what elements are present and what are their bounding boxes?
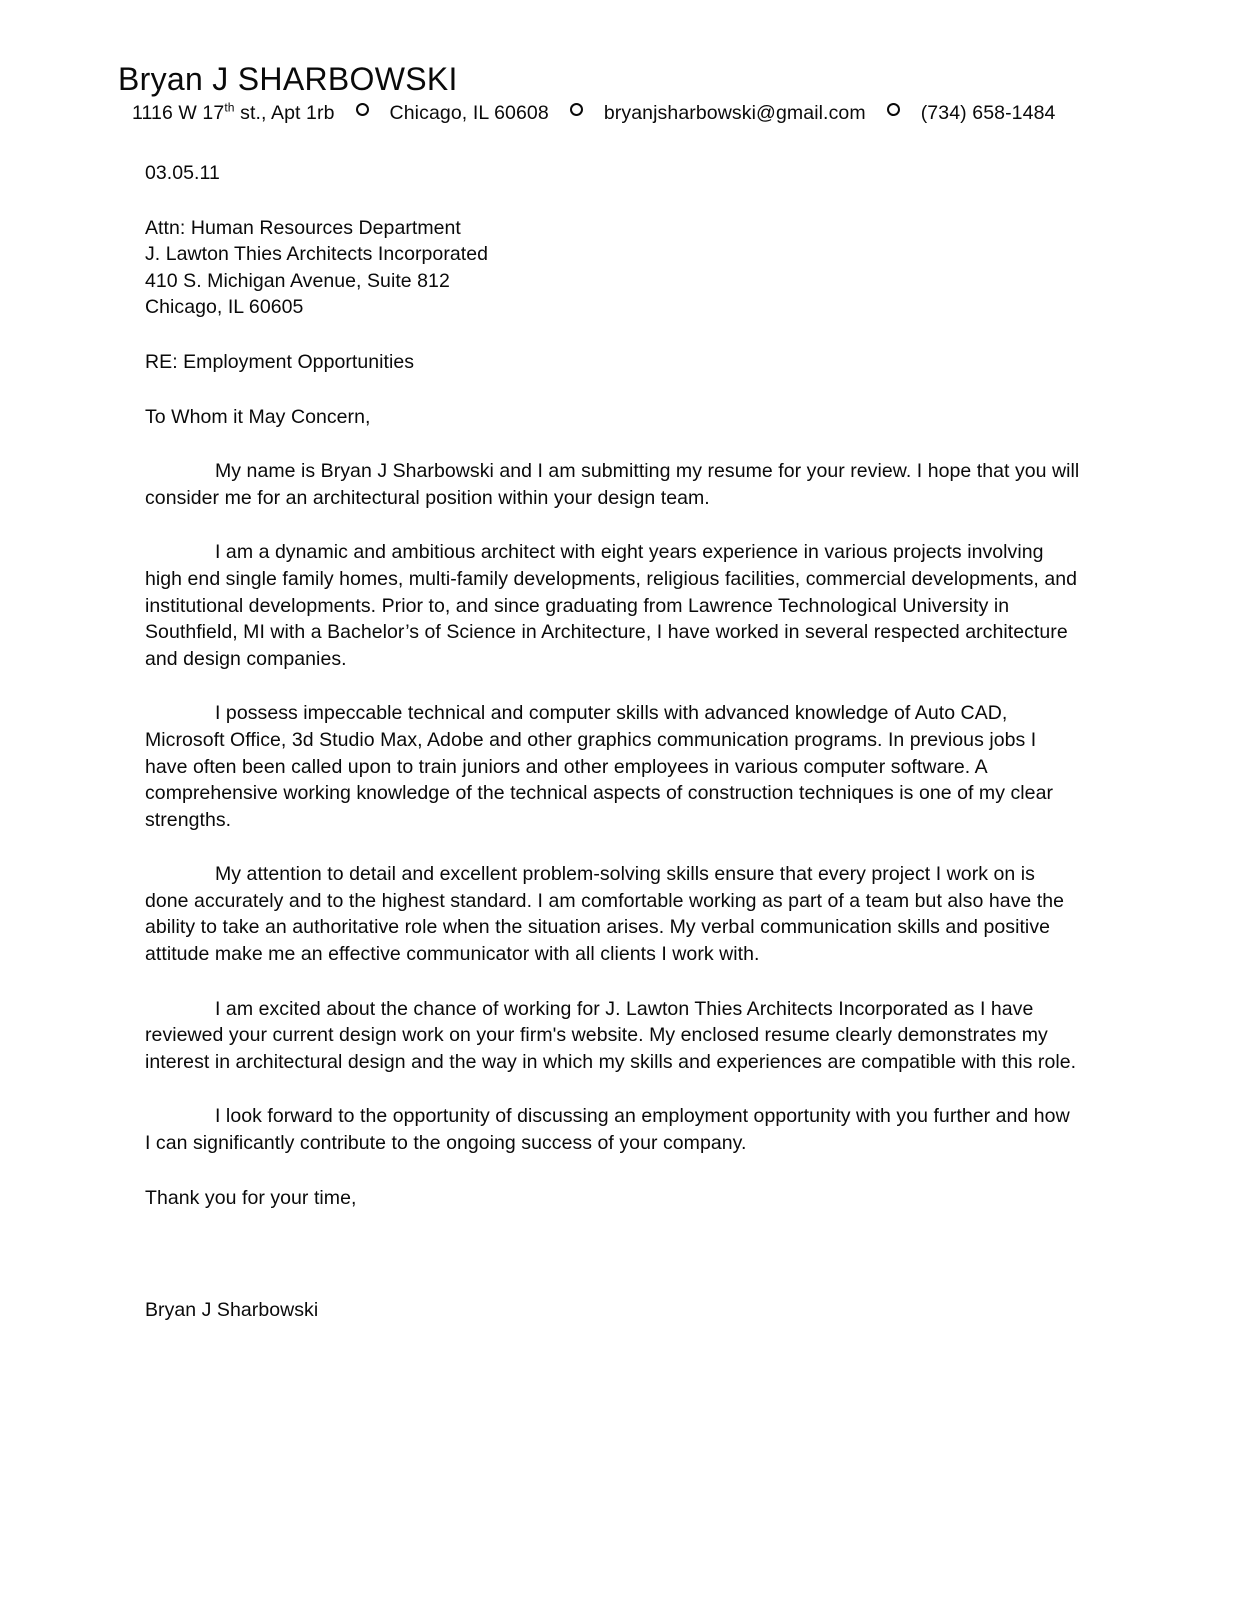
body-paragraph: I look forward to the opportunity of discussing an employment opportunity with you further and how I can significantly contribute to the ongoing success of your company. [145,1105,1070,1155]
street-address-suffix: st., Apt 1rb [234,102,335,124]
closing-line: Thank you for your time, [145,1186,357,1209]
spacer [145,833,1080,861]
signature-spacer [145,1211,1080,1297]
subject-line: RE: Employment Opportunities [145,350,415,373]
salutation: To Whom it May Concern, [145,405,371,428]
circle-bullet-icon [570,103,583,116]
phone-number: (734) 658-1484 [920,102,1056,124]
spacer [145,187,1080,215]
street-address-prefix: 1116 W 17 [132,102,225,124]
letterhead [118,60,1118,126]
spacer [145,968,1080,996]
spacer [145,1157,1080,1185]
circle-bullet-icon [887,103,900,116]
recipient-line: J. Lawton Thies Architects Incorporated [145,243,489,266]
spacer [145,1075,1080,1103]
email-address[interactable]: bryanjsharbowski@gmail.com [603,102,866,124]
circle-bullet-icon [356,103,369,116]
signature-name: Bryan J Sharbowski [145,1299,319,1322]
spacer [145,376,1080,404]
spacer [145,430,1080,458]
body-paragraph: My name is Bryan J Sharbowski and I am submitting my resume for your review. I hope that you will consider me for an architectural position within your design team. [145,460,1080,509]
page-title: Bryan J SHARBOWSKI [118,61,458,97]
spacer [145,672,1080,700]
spacer [145,321,1080,349]
body-paragraph: My attention to detail and excellent problem-solving skills ensure that every project I work on is done accurately and to the highest standard. I am comfortable working as part of a team but also have the ability to take an authoritative role when the situation arises. My verbal communication skills and positive attitude make me an effective communicator with all clients I work with. [145,863,1065,966]
body-paragraph: I possess impeccable technical and computer skills with advanced knowledge of Auto CAD, Microsoft Office, 3d Studio Max, Adobe and other graphics communication programs. In previous jobs I have often been called upon to train juniors and other employees in various computer software. A comprehensive working knowledge of the technical aspects of construction techniques is one of my clear strengths. [145,702,1054,831]
street-address-ordinal: th [224,100,235,115]
recipient-line: Chicago, IL 60605 [145,296,304,319]
body-paragraph: I am excited about the chance of working for J. Lawton Thies Architects Incorporated as I have reviewed your current design work on your firm's website. My enclosed resume clearly demonstrates my interest in architectural design and the way in which my skills and experiences are compatible with this role. [145,997,1077,1073]
contact-line [118,100,1118,126]
letter-date: 03.05.11 [145,162,220,184]
recipient-line: 410 S. Michigan Avenue, Suite 812 [145,269,450,292]
recipient-line: Attn: Human Resources Department [145,216,461,239]
street-address [132,100,335,126]
body-paragraph: I am a dynamic and ambitious architect with eight years experience in various projects involving high end single family homes, multi-family developments, religious facilities, commercial developments, and institutional developments. Prior to, and since graduating from Lawrence Technological University in Southfield, MI with a Bachelor’s of Science in Architecture, I have worked in several respected architecture and design companies. [145,541,1078,670]
spacer [145,511,1080,539]
recipient-address-block [145,215,1080,321]
city-state-zip: Chicago, IL 60608 [389,102,549,124]
letter-body [145,160,1080,1324]
